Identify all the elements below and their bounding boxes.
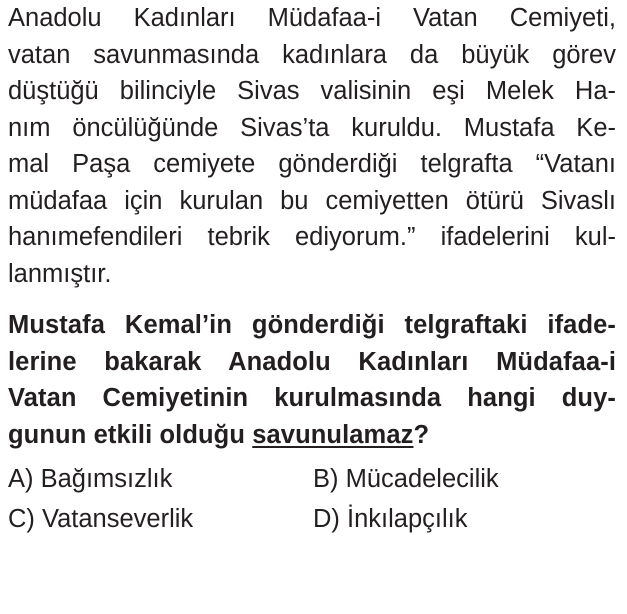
prompt-last-prefix: gunun etkili olduğu	[8, 420, 253, 449]
stem-line: lanmıştır.	[8, 259, 112, 288]
stem-line: hanımefendileri tebrik ediyorum.” ifadelerini kul-	[8, 223, 616, 251]
stem-line: mal Paşa cemiyete gönderdiği telgrafta “Vatanı	[8, 150, 616, 178]
question-block	[8, 0, 616, 537]
stem-line: müdafaa için kurulan bu cemiyetten ötürü Sivaslı	[8, 186, 616, 215]
option-d[interactable]: D) İnkılapçılık	[313, 505, 468, 533]
prompt-line: Mustafa Kemal’in gönderdiği telgraftaki ifade-	[8, 311, 616, 339]
prompt-emphasis-underlined: savunulamaz	[252, 420, 414, 449]
stem-line: nım öncülüğünde Sivas’ta kuruldu. Mustafa Ke-	[8, 113, 616, 142]
stem-line: Anadolu Kadınları Müdafaa-i Vatan Cemiyeti,	[8, 4, 616, 32]
answer-options	[8, 461, 616, 537]
option-b[interactable]: B) Mücadelecilik	[313, 465, 499, 493]
prompt-last-suffix: ?	[413, 420, 430, 449]
prompt-line: lerine bakarak Anadolu Kadınları Müdafaa-i	[8, 347, 616, 376]
question-prompt	[8, 307, 616, 453]
question-stem	[8, 0, 616, 292]
prompt-line: Vatan Cemiyetinin kurulmasında hangi duy-	[8, 384, 616, 412]
stem-line: düştüğü bilinciyle Sivas valisinin eşi Melek Ha-	[8, 77, 616, 105]
option-c[interactable]: C) Vatanseverlik	[8, 505, 194, 533]
prompt-line-last	[8, 417, 616, 454]
option-a[interactable]: A) Bağımsızlık	[8, 465, 173, 493]
stem-line: vatan savunmasında kadınlara da büyük görev	[8, 40, 616, 69]
